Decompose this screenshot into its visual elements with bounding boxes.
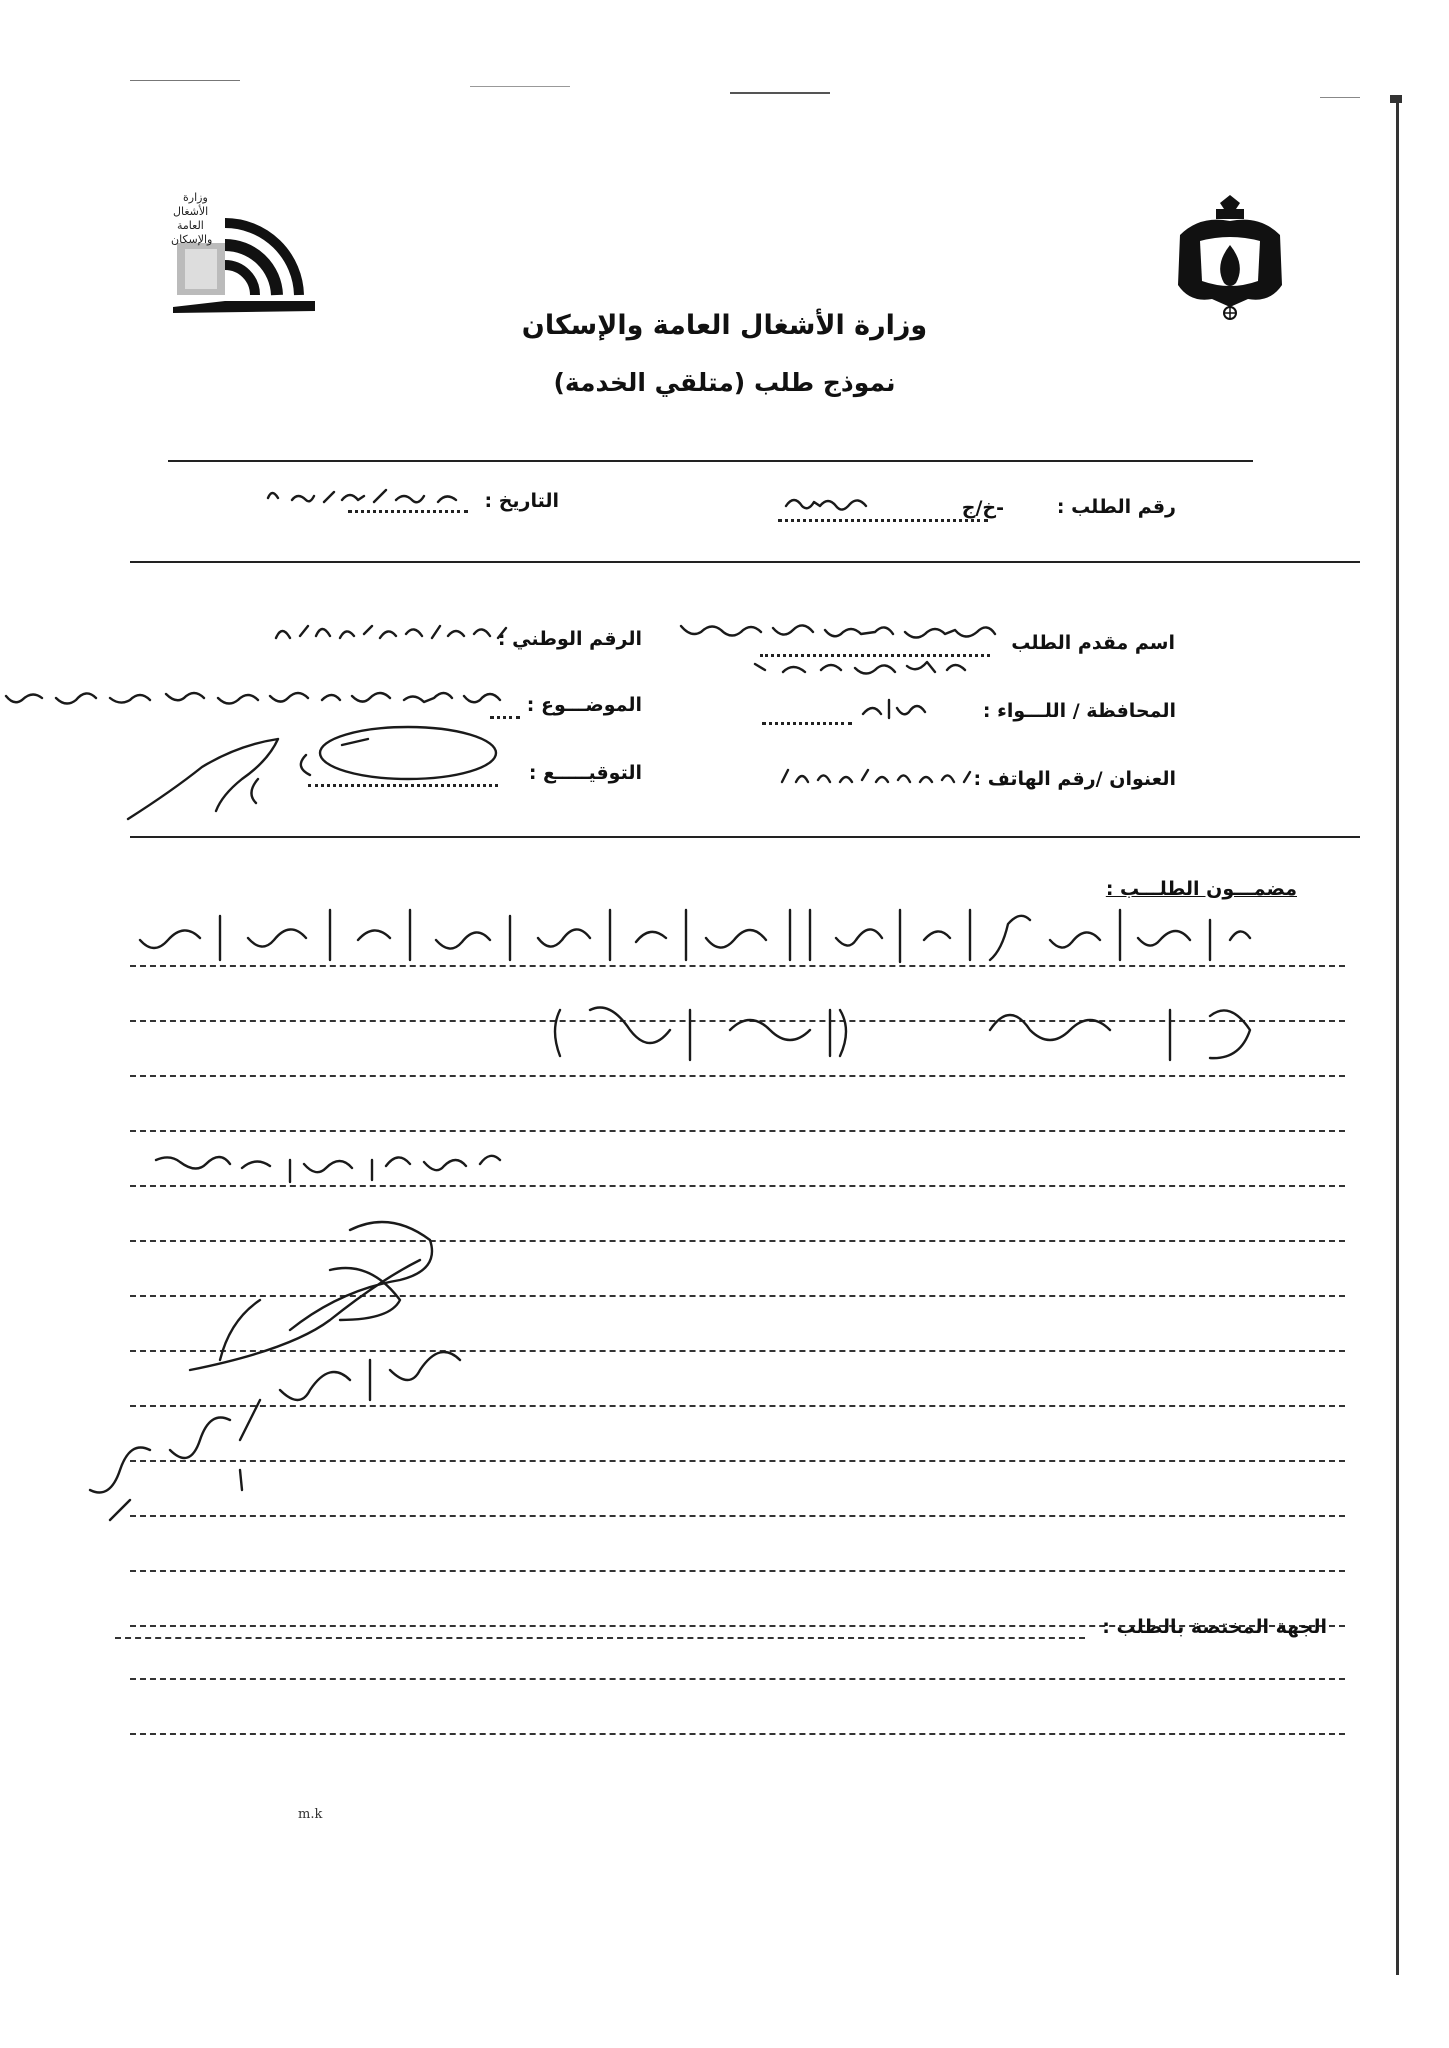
subject-label: الموضـــوع : [526,694,642,716]
subject-handwriting [0,676,505,716]
scan-top-streak [730,92,830,94]
request-number-prefix: -خ/ج [961,497,1004,519]
national-id-label: الرقم الوطني : [497,628,642,650]
governorate-dots [762,722,852,725]
ministry-name-heading: وزارة الأشغال العامة والإسكان [521,310,928,341]
content-line [130,1570,1345,1572]
applicant-name-label: اسم مقدم الطلب [1011,632,1175,654]
national-id-handwriting [272,612,512,652]
date-label: التاريخ : [484,490,559,512]
applicant-name-handwriting [665,604,1005,694]
logo-text-line-3: العامة [177,219,204,232]
request-number-dots [778,519,988,522]
scan-border-tick [1390,95,1402,103]
governorate-handwriting [855,690,935,728]
governorate-label: المحافظة / اللـــواء : [982,700,1176,722]
section-divider-1 [130,561,1360,563]
scan-top-streak [470,86,570,87]
logo-text-line-4: والإسكان [171,233,213,246]
request-number-label: رقم الطلب : [1056,496,1176,518]
competent-authority-label: الجهة المختصة بالطلب : [1102,1616,1327,1638]
scan-top-streak [1320,97,1360,98]
ministry-logo-graphic [165,185,325,315]
applicant-signature [118,715,518,825]
phone-handwriting [778,758,978,794]
signature-label: التوقيـــــع : [528,762,642,784]
emblem-crown [1220,195,1240,209]
initials-mark: m.k [298,1807,323,1822]
request-body-handwriting [110,880,1260,1110]
footer-line [130,1733,1345,1735]
logo-text-line-1: وزارة [183,191,208,204]
logo-grey-block-inner [185,249,217,289]
header-divider [168,460,1253,462]
form-title-heading: نموذج طلب (متلقي الخدمة) [553,368,896,397]
emblem-crown-band [1216,209,1244,219]
logo-text-line-2: الأشغال [173,205,209,218]
address-phone-label: العنوان /رقم الهاتف : [973,768,1176,790]
footer-line [130,1678,1345,1680]
competent-authority-line [115,1637,1085,1639]
margin-note-handwriting [80,1300,500,1540]
request-number-handwriting [780,484,880,518]
date-handwriting [262,478,472,514]
ministry-logo [165,185,325,315]
section-divider-2 [130,836,1360,838]
request-content-label: مضمـــون الطلـــب : [1105,878,1297,900]
logo-arc-inner [225,265,255,295]
scan-top-streak [130,80,240,81]
